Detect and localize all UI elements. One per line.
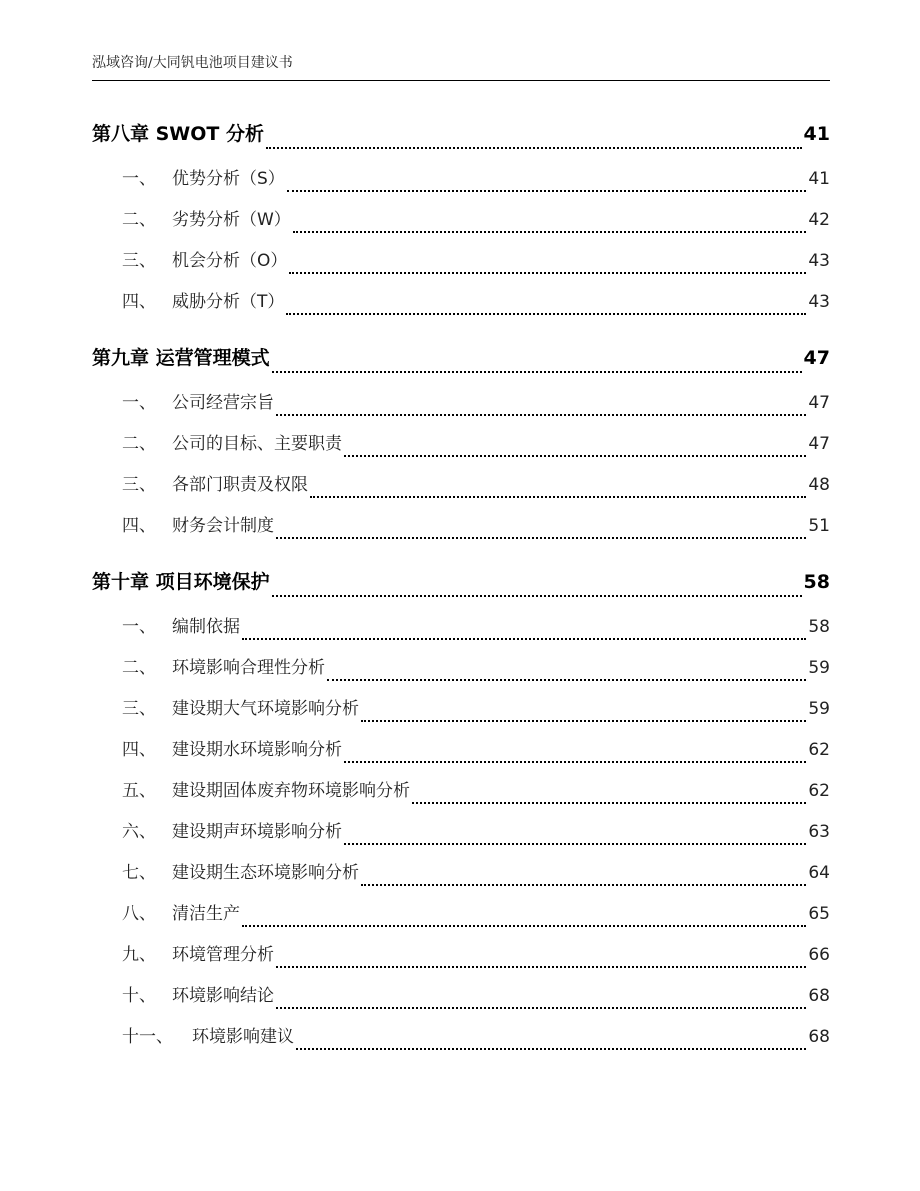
chapter-title: 第八章 SWOT 分析 <box>92 123 264 145</box>
section-page: 68 <box>808 1027 830 1047</box>
section-number: 三、 <box>122 251 156 271</box>
leader-dots <box>310 496 806 498</box>
header-rule <box>92 80 830 81</box>
section-number: 三、 <box>122 475 156 495</box>
leader-dots <box>361 720 806 722</box>
leader-dots <box>361 884 806 886</box>
leader-dots <box>289 272 806 274</box>
toc-section[interactable] <box>92 612 830 653</box>
section-title: 环境影响合理性分析 <box>172 658 325 678</box>
toc-section[interactable] <box>92 776 830 817</box>
section-title: 机会分析（O） <box>172 251 288 271</box>
chapter-title: 第九章 运营管理模式 <box>92 347 270 369</box>
leader-dots <box>412 802 806 804</box>
toc-section[interactable] <box>92 817 830 858</box>
section-number: 四、 <box>122 740 156 760</box>
toc-section[interactable] <box>92 694 830 735</box>
section-title: 公司的目标、主要职责 <box>172 434 342 454</box>
section-page: 62 <box>808 740 830 760</box>
section-title: 建设期声环境影响分析 <box>172 822 342 842</box>
chapter-title: 第十章 项目环境保护 <box>92 571 270 593</box>
section-number: 二、 <box>122 434 156 454</box>
toc-section[interactable] <box>92 940 830 981</box>
leader-dots <box>242 925 806 927</box>
leader-dots <box>287 190 807 192</box>
section-title: 财务会计制度 <box>172 516 274 536</box>
leader-dots <box>276 414 806 416</box>
toc-section[interactable] <box>92 511 830 552</box>
section-page: 43 <box>808 292 830 312</box>
section-page: 47 <box>808 434 830 454</box>
section-page: 48 <box>808 475 830 495</box>
leader-dots <box>276 966 806 968</box>
leader-dots <box>266 147 802 149</box>
section-title: 建设期大气环境影响分析 <box>172 699 359 719</box>
section-number: 三、 <box>122 699 156 719</box>
section-number: 十、 <box>122 986 156 1006</box>
section-number: 四、 <box>122 292 156 312</box>
toc-chapter-8[interactable] <box>92 115 830 164</box>
toc-section[interactable] <box>92 205 830 246</box>
section-number: 八、 <box>122 904 156 924</box>
section-page: 41 <box>808 169 830 189</box>
toc-section[interactable] <box>92 899 830 940</box>
toc-section[interactable] <box>92 388 830 429</box>
chapter-page: 47 <box>803 347 830 369</box>
chapter-page: 41 <box>803 123 830 145</box>
section-number: 二、 <box>122 658 156 678</box>
leader-dots <box>276 1007 806 1009</box>
leader-dots <box>293 231 807 233</box>
section-title: 建设期固体废弃物环境影响分析 <box>172 781 410 801</box>
section-title: 环境管理分析 <box>172 945 274 965</box>
section-page: 68 <box>808 986 830 1006</box>
section-number: 七、 <box>122 863 156 883</box>
toc-section[interactable] <box>92 1022 830 1063</box>
section-number: 五、 <box>122 781 156 801</box>
section-number: 二、 <box>122 210 156 230</box>
section-number: 一、 <box>122 393 156 413</box>
leader-dots <box>272 595 802 597</box>
section-number: 十一、 <box>122 1027 173 1047</box>
section-page: 47 <box>808 393 830 413</box>
leader-dots <box>327 679 806 681</box>
table-of-contents <box>92 115 830 1063</box>
leader-dots <box>242 638 806 640</box>
toc-section[interactable] <box>92 164 830 205</box>
leader-dots <box>296 1048 806 1050</box>
toc-section[interactable] <box>92 735 830 776</box>
section-title: 环境影响结论 <box>172 986 274 1006</box>
section-title: 劣势分析（W） <box>172 210 291 230</box>
section-number: 一、 <box>122 617 156 637</box>
toc-chapter-9[interactable] <box>92 339 830 388</box>
section-page: 66 <box>808 945 830 965</box>
toc-section[interactable] <box>92 246 830 287</box>
section-title: 环境影响建议 <box>192 1027 294 1047</box>
toc-section[interactable] <box>92 858 830 899</box>
page-header: 泓域咨询/大同钒电池项目建议书 <box>92 55 293 71</box>
toc-section[interactable] <box>92 470 830 511</box>
section-number: 一、 <box>122 169 156 189</box>
section-page: 51 <box>808 516 830 536</box>
toc-section[interactable] <box>92 429 830 470</box>
chapter-page: 58 <box>803 571 830 593</box>
section-page: 59 <box>808 658 830 678</box>
section-number: 六、 <box>122 822 156 842</box>
leader-dots <box>272 371 802 373</box>
section-title: 编制依据 <box>172 617 240 637</box>
toc-section[interactable] <box>92 287 830 328</box>
section-title: 建设期水环境影响分析 <box>172 740 342 760</box>
section-page: 43 <box>808 251 830 271</box>
toc-section[interactable] <box>92 981 830 1022</box>
section-title: 各部门职责及权限 <box>172 475 308 495</box>
section-page: 62 <box>808 781 830 801</box>
section-title: 清洁生产 <box>172 904 240 924</box>
section-title: 威胁分析（T） <box>172 292 285 312</box>
leader-dots <box>276 537 806 539</box>
leader-dots <box>344 455 806 457</box>
leader-dots <box>344 843 806 845</box>
leader-dots <box>286 313 806 315</box>
section-number: 四、 <box>122 516 156 536</box>
section-page: 64 <box>808 863 830 883</box>
section-title: 建设期生态环境影响分析 <box>172 863 359 883</box>
toc-section[interactable] <box>92 653 830 694</box>
section-number: 九、 <box>122 945 156 965</box>
section-title: 公司经营宗旨 <box>172 393 274 413</box>
section-title: 优势分析（S） <box>172 169 285 189</box>
leader-dots <box>344 761 806 763</box>
section-page: 65 <box>808 904 830 924</box>
section-page: 58 <box>808 617 830 637</box>
section-page: 42 <box>808 210 830 230</box>
section-page: 63 <box>808 822 830 842</box>
section-page: 59 <box>808 699 830 719</box>
toc-chapter-10[interactable] <box>92 563 830 612</box>
